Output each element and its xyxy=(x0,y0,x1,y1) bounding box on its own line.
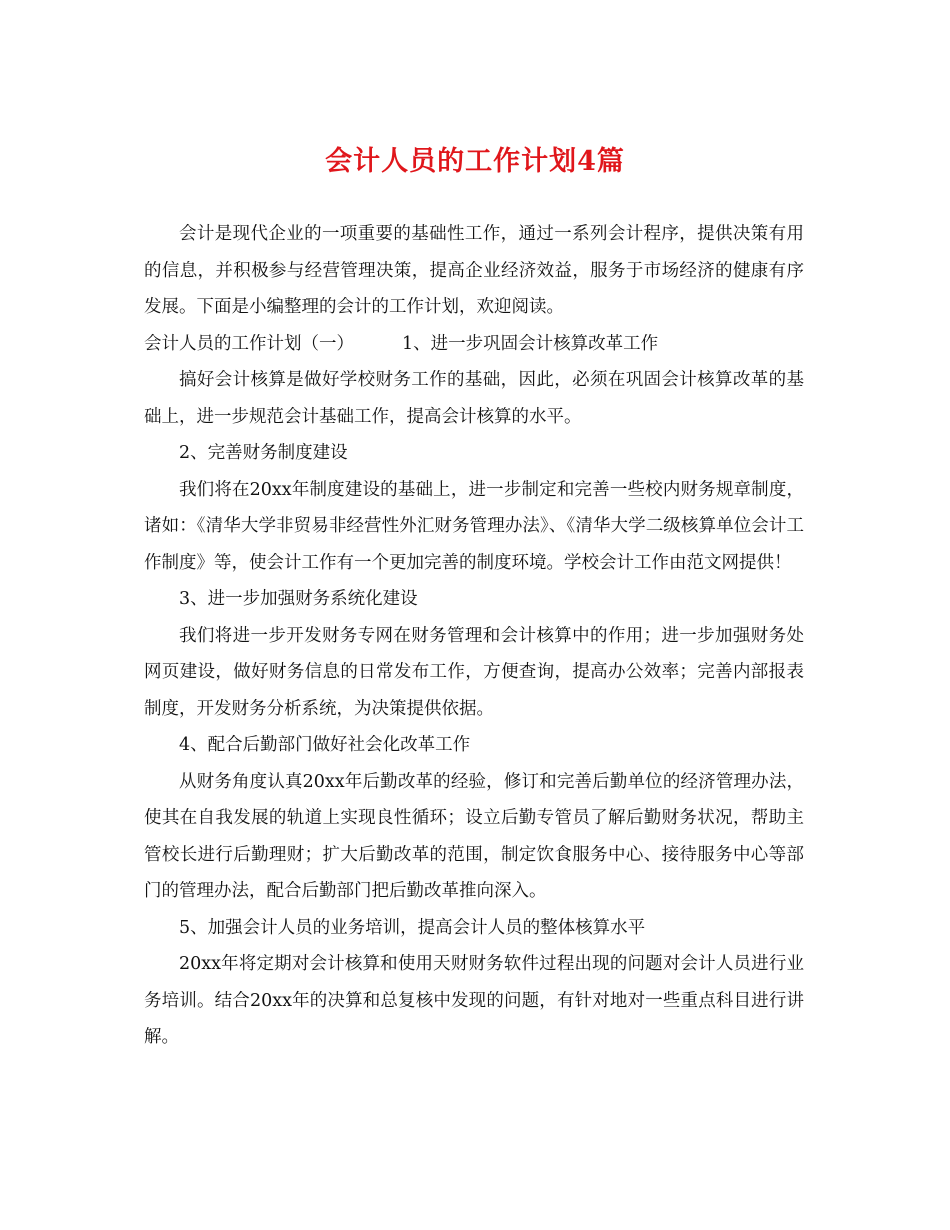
item4-heading: 4、配合后勤部门做好社会化改革工作 xyxy=(179,735,471,755)
item4-body: 从财务角度认真20xx年后勤改革的经验，修订和完善后勤单位的经济管理办法，使其在自我发展的轨道上实现良性循环；设立后勤专管员了解后勤财务状况，帮助主管校长进行后勤理财；扩大后勤改革的范围，制定饮食服务中心、接待服务中心等部门的管理办法，配合后勤部门把后勤改革推向深入。 xyxy=(144,771,804,901)
document-title: 会计人员的工作计划4篇 xyxy=(325,146,625,177)
document-body xyxy=(144,216,804,1056)
item1-body: 搞好会计核算是做好学校财务工作的基础，因此，必须在巩固会计核算改革的基础上，进一步规范会计基础工作，提高会计核算的水平。 xyxy=(144,370,804,427)
item1-heading: 1、进一步巩固会计核算改革工作 xyxy=(402,333,659,354)
item5-body: 20xx年将定期对会计核算和使用天财财务软件过程出现的问题对会计人员进行业务培训。结合20xx年的决算和总复核中发现的问题，有针对地对一些重点科目进行讲解。 xyxy=(144,954,804,1047)
item2-heading: 2、完善财务制度建设 xyxy=(179,443,348,463)
item5-heading: 5、加强会计人员的业务培训，提高会计人员的整体核算水平 xyxy=(179,917,646,938)
item3-heading: 3、进一步加强财务系统化建设 xyxy=(179,589,418,609)
section-heading: 会计人员的工作计划（一） xyxy=(144,333,354,354)
item3-body: 我们将进一步开发财务专网在财务管理和会计核算中的作用；进一步加强财务处网页建设，做好财务信息的日常发布工作，方便查询，提高办公效率；完善内部报表制度，开发财务分析系统，为决策提供依据。 xyxy=(144,625,804,719)
intro-paragraph: 会计是现代企业的一项重要的基础性工作，通过一系列会计程序，提供决策有用的信息，并积极参与经营管理决策，提高企业经济效益，服务于市场经济的健康有序发展。下面是小编整理的会计的工作计划，欢迎阅读。 xyxy=(144,224,804,317)
item2-body: 我们将在20xx年制度建设的基础上，进一步制定和完善一些校内财务规章制度，诸如：《清华大学非贸易非经营性外汇财务管理办法》、《清华大学二级核算单位会计工作制度》等，使会计工作有一个更加完善的制度环境。学校会计工作由范文网提供！ xyxy=(144,479,804,573)
section-heading-line xyxy=(144,326,804,363)
